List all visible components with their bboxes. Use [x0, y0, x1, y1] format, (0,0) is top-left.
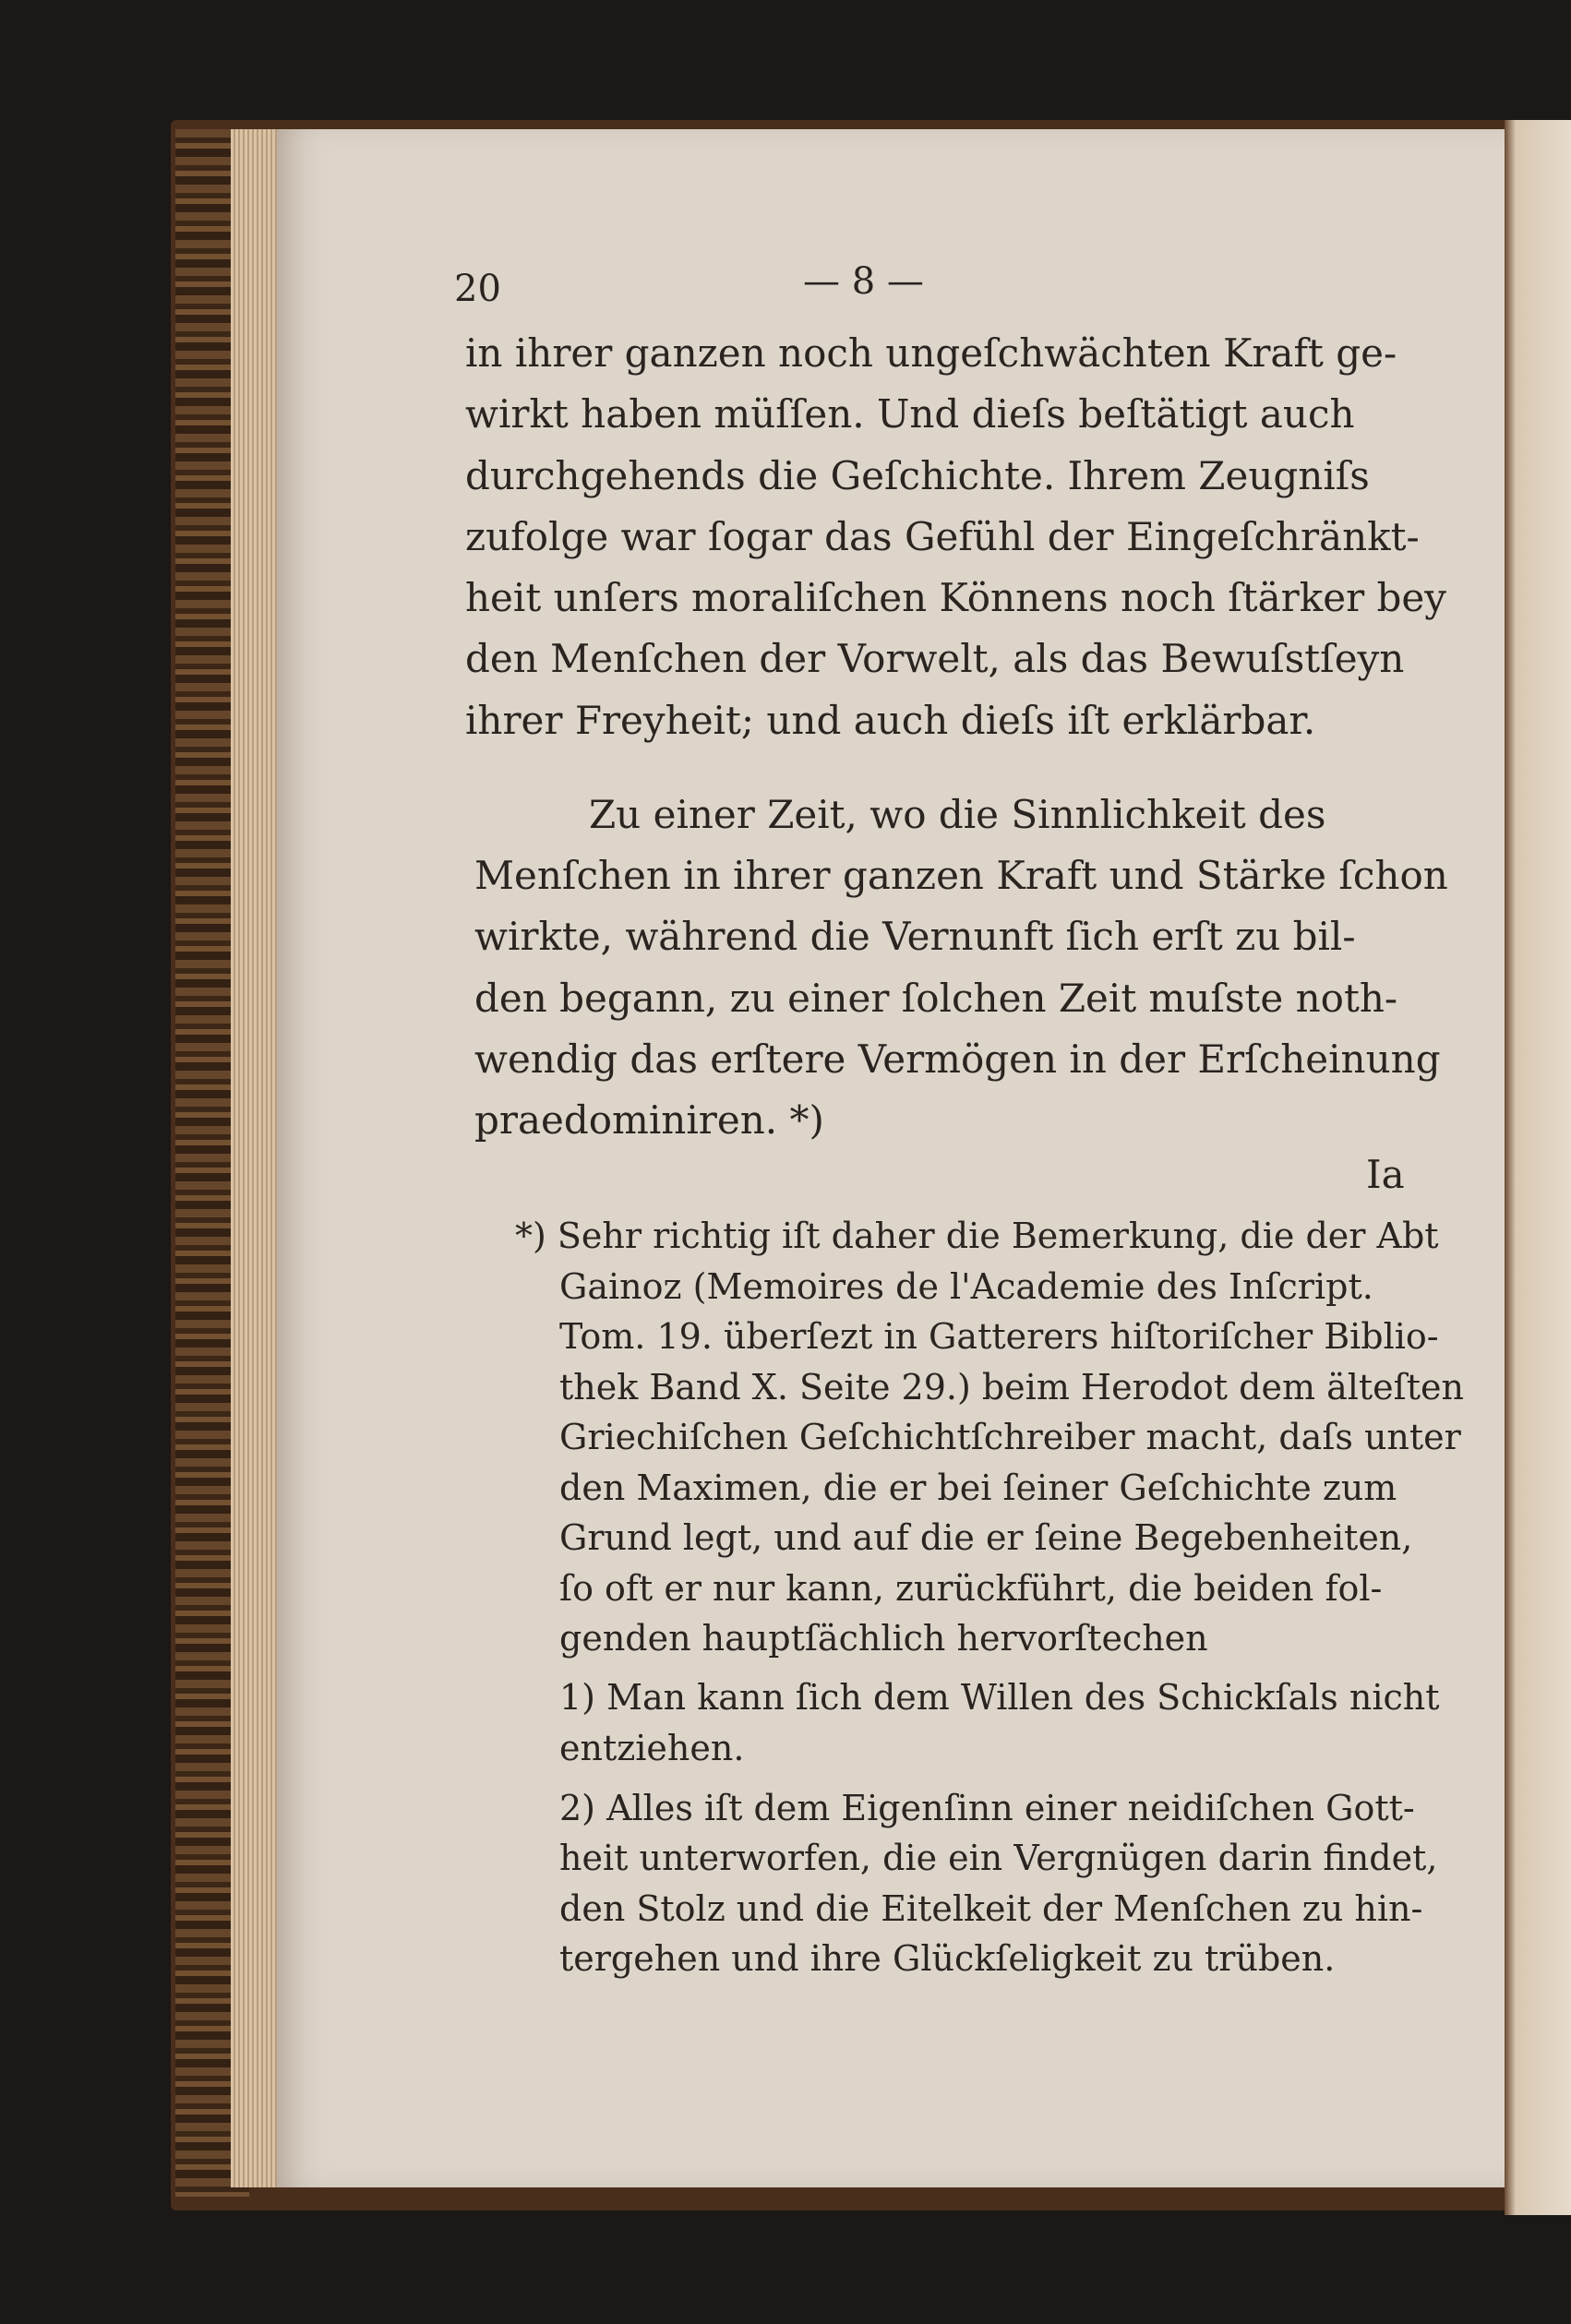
footnote-line: entziehen.	[559, 1728, 745, 1768]
body-line: in ihrer ganzen noch ungeſchwächten Kraft ge-	[465, 330, 1397, 376]
footnote-line: den Maximen, die er bei ſeiner Geſchichte zum	[559, 1467, 1397, 1508]
body-line: heit unſers moraliſchen Könnens noch ſtärker bey	[465, 575, 1446, 620]
signature-mark: — 8 —	[803, 260, 924, 303]
footnote-line: thek Band X. Seite 29.) beim Herodot dem älteſten	[559, 1367, 1464, 1408]
body-line: Menſchen in ihrer ganzen Kraft und Stärke ſchon	[474, 853, 1448, 898]
body-line: den Menſchen der Vorwelt, als das Bewuſstſeyn	[465, 636, 1405, 681]
footnote-line: Griechiſchen Geſchichtſchreiber macht, daſs unter	[559, 1417, 1461, 1457]
body-line: durchgehends die Geſchichte. Ihrem Zeugniſs	[465, 453, 1370, 498]
footnote-line: Gainoz (Memoires de l'Academie des Inſcript.	[559, 1266, 1373, 1307]
catchword: Ia	[1366, 1152, 1405, 1197]
footnote-line: *) Sehr richtig iſt daher die Bemerkung, die der Abt	[515, 1216, 1439, 1256]
footnote-line: tergehen und ihre Glückſeligkeit zu trüben.	[559, 1938, 1336, 1979]
footnote-line: Tom. 19. überſezt in Gatterers hiſtoriſcher Biblio-	[559, 1316, 1439, 1357]
body-line: wirkt haben müſſen. Und dieſs beſtätigt auch	[465, 391, 1355, 437]
body-line: praedominiren. *)	[474, 1097, 824, 1143]
footnote-line: ſo oft er nur kann, zurückführt, die beiden fol-	[559, 1568, 1383, 1609]
body-line: ihrer Freyheit; und auch dieſs iſt erklärbar.	[465, 698, 1316, 743]
footnote-line: heit unterworfen, die ein Vergnügen darin findet,	[559, 1838, 1438, 1878]
body-line: Zu einer Zeit, wo die Sinnlichkeit des	[589, 792, 1326, 837]
facing-page-edge	[1505, 120, 1571, 2215]
body-line: zufolge war ſogar das Gefühl der Eingeſchränkt-	[465, 514, 1420, 559]
footnote-line: genden hauptſächlich hervorſtechen	[559, 1618, 1208, 1659]
printed-page	[277, 129, 1505, 2187]
body-line: wendig das erſtere Vermögen in der Erſcheinung	[474, 1036, 1441, 1082]
footnote-line: Grund legt, und auf die er ſeine Begebenheiten,	[559, 1517, 1413, 1558]
footnote-line: 1) Man kann ſich dem Willen des Schickſals nicht	[559, 1677, 1440, 1718]
body-line: den begann, zu einer ſolchen Zeit muſste noth-	[474, 976, 1398, 1021]
footnote-line: den Stolz und die Eitelkeit der Menſchen zu hin-	[559, 1888, 1423, 1929]
footnote-line: 2) Alles iſt dem Eigenſinn einer neidiſchen Gott-	[559, 1788, 1415, 1828]
page-number: 20	[454, 268, 501, 310]
body-line: wirkte, während die Vernunft ſich erſt zu bil-	[474, 914, 1356, 959]
